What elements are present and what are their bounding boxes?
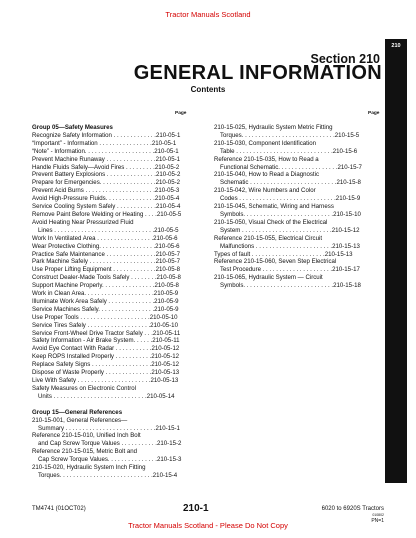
toc-list-references-continued [214,124,381,290]
toc-entry[interactable]: Types of fault . . . . . . . . . . . . . . . . . . . . . .210-15-13 [214,250,353,258]
toc-entry[interactable]: Live With Safety . . . . . . . . . . . . . . . . . . . . . .210-05-13 [32,377,179,384]
toc-entry[interactable]: Avoid Heating Near Pressurized Fluid [32,218,134,226]
toc-entry[interactable]: Service Front-Wheel Drive Tractor Safely . . .210-05-11 [32,329,181,337]
toc-entry[interactable]: 210-15-040, How to Read a Diagnostic [214,171,320,179]
toc-list-references [32,417,204,480]
toc-entry[interactable]: 210-15-025, Hydraulic System Metric Fitting [214,124,333,131]
toc-entry[interactable]: Prevent Machine Runaway . . . . . . . . . . . . . . .210-05-1 [32,155,181,163]
toc-entry[interactable]: Safety Information - Air Brake System. . . . . .210-05-11 [32,337,180,345]
toc-entry[interactable]: Reference 210-15-055, Electrical Circuit [214,234,323,242]
toc-entry[interactable] [32,472,204,480]
toc-entry[interactable]: 210-15-065, Hydraulic System — Circuit [214,274,323,282]
toc-entry[interactable]: Dispose of Waste Properly . . . . . . . . . . . . . .210-05-13 [32,369,180,377]
toc-entry-continuation: Torques. . . . . . . . . . . . . . . . . . . . . . . . . . . .210-15-4 [38,471,178,479]
toc-entry-continuation: Test Procedure . . . . . . . . . . . . . . . . . . . . .210-15-17 [220,266,360,274]
toc-entry[interactable]: Service Machines Safely. . . . . . . . . . . . . . . . .210-05-9 [32,305,179,313]
footer-model: 6020 to 6920S Tractors [321,506,384,512]
toc-entry[interactable]: Work in Clean Area. . . . . . . . . . . . . . . . . . . . .210-05-9 [32,290,179,298]
toc-entry[interactable]: Construct Dealer-Made Tools Safely . . . . . . . .210-05-8 [32,274,181,282]
toc-entry[interactable] [32,456,204,464]
footer-date: 010802 [372,513,384,517]
toc-entry[interactable]: 210-15-020, Hydraulic System Inch Fitting [32,464,146,472]
toc-entry-continuation: Table . . . . . . . . . . . . . . . . . . . . . . . . . . . . .210-15-6 [220,147,358,155]
toc-entry[interactable] [214,282,381,290]
toc-entry[interactable] [214,164,381,172]
toc-entry[interactable]: Avoid High-Pressure Fluids. . . . . . . . . . . . . . .210-05-4 [32,195,180,203]
footer-page-number: 210-1 [183,503,209,514]
group-heading-references: Group 15—General References [32,408,123,416]
toc-entry[interactable]: Prepare for Emergencies. . . . . . . . . . . . . . . . .210-05-2 [32,179,181,187]
toc-entry[interactable]: Handle Fluids Safely—Avoid Fires . . . . . . . . .210-05-2 [32,163,180,171]
section-number: Section 210 [310,52,380,66]
toc-entry[interactable]: Reference 210-15-035, How to Read a [214,155,319,163]
toc-entry[interactable]: Work In Ventilated Area . . . . . . . . . . . . . . . . .210-05-6 [32,234,178,242]
toc-entry[interactable]: Park Machine Safely . . . . . . . . . . . . . . . . . . . .210-05-7 [32,258,180,266]
toc-entry[interactable]: Prevent Acid Burns . . . . . . . . . . . . . . . . . . . . .210-05-3 [32,187,180,195]
toc-entry[interactable]: Practice Safe Maintenance . . . . . . . . . . . . . . .210-05-7 [32,250,181,258]
toc-entry[interactable] [32,425,204,433]
toc-entry[interactable] [214,211,381,219]
toc-entry-continuation: and Cap Screw Torque Values . . . . . . . . . . .210-15-2 [38,440,182,448]
toc-entry-continuation: Cap Screw Torque Values. . . . . . . . . . . . . . .210-15-3 [38,456,182,464]
toc-entry-continuation: Torques. . . . . . . . . . . . . . . . . . . . . . . . . . . .210-15-5 [220,131,360,139]
toc-entry[interactable]: Remove Paint Before Welding or Heating . . . .210-05-5 [32,210,182,218]
toc-entry[interactable]: Avoid Eye Contact With Radar . . . . . . . . . . .210-05-12 [32,345,180,353]
toc-entry[interactable] [214,179,381,187]
toc-entry-continuation: Symbols. . . . . . . . . . . . . . . . . . . . . . . . . . .210-15-10 [220,210,361,218]
toc-entry[interactable] [214,148,381,156]
page-column-header-left: Page [175,111,187,116]
toc-entry[interactable]: Reference 210-15-010, Unified Inch Bolt [32,432,141,440]
toc-entry-continuation: Schematic . . . . . . . . . . . . . . . . . . . . . . . . . .210-15-8 [220,179,361,187]
toc-entry[interactable] [214,132,381,140]
footer-manual-id: TM4741 (01OCT02) [32,506,86,512]
watermark-bottom: Tractor Manuals Scotland - Please Do Not Copy [128,521,288,530]
toc-entry-continuation: Functional Schematic. . . . . . . . . . . . . . . . . .210-15-7 [220,163,362,171]
toc-entry[interactable]: Use Proper Tools . . . . . . . . . . . . . . . . . . . . .210-05-10 [32,313,178,321]
toc-entry[interactable]: 210-15-050, Visual Check of the Electrical [214,218,328,226]
toc-entry[interactable]: Support Machine Properly. . . . . . . . . . . . . . . .210-05-8 [32,282,179,290]
toc-entry[interactable]: Wear Protective Clothing. . . . . . . . . . . . . . . . .210-05-6 [32,242,180,250]
group-heading-safety: Group 05—Safety Measures [32,124,113,131]
toc-entry[interactable]: Service Tires Safely . . . . . . . . . . . . . . . . . . .210-05-10 [32,321,178,329]
toc-entry-continuation: Units . . . . . . . . . . . . . . . . . . . . . . . . . . . .210-05-14 [38,392,175,400]
toc-entry[interactable]: “Important” - Information . . . . . . . . . . . . . . . .210-05-1 [32,139,177,147]
toc-entry-continuation: Codes . . . . . . . . . . . . . . . . . . . . . . . . . . . . .210-15-9 [220,195,361,203]
section-tab-label: 210 [391,43,401,49]
toc-entry[interactable]: Reference 210-15-015, Metric Bolt and [32,448,138,456]
contents-heading: Contents [190,85,226,94]
toc-entry[interactable]: 210-15-045, Schematic, Wiring and Harness [214,203,334,211]
toc-entry[interactable]: Keep ROPS Installed Properly . . . . . . . . . . .210-05-12 [32,353,179,361]
toc-entry[interactable] [32,393,204,401]
toc-entry[interactable]: Illuminate Work Area Safely . . . . . . . . . . . . . .210-05-9 [32,297,179,305]
toc-entry[interactable] [32,227,204,235]
toc-entry[interactable] [214,195,381,203]
toc-entry[interactable]: 210-15-042, Wire Numbers and Color [214,187,316,195]
toc-entry-continuation: Lines . . . . . . . . . . . . . . . . . . . . . . . . . . . . . .210-05-5 [38,226,179,234]
toc-entry[interactable]: Reference 210-15-060, Seven Step Electrical [214,258,337,266]
toc-entry[interactable]: 210-15-001, General References— [32,416,128,424]
toc-entry[interactable] [214,266,381,274]
section-tab [385,39,407,483]
toc-entry[interactable]: Prevent Battery Explosions . . . . . . . . . . . . . . .210-05-2 [32,171,181,179]
toc-entry-continuation: Symbols. . . . . . . . . . . . . . . . . . . . . . . . . . .210-15-18 [220,282,361,290]
watermark-top: Tractor Manuals Scotland [165,10,251,19]
footer-pn: PN=1 [371,518,384,524]
toc-entry[interactable]: Replace Safety Signs . . . . . . . . . . . . . . . . . .210-05-12 [32,361,179,369]
toc-entry[interactable]: “Note” - Information. . . . . . . . . . . . . . . . . . . . .210-05-1 [32,147,179,155]
page-column-header-right: Page [368,111,380,116]
toc-left-column [32,124,204,480]
toc-entry[interactable] [32,440,204,448]
toc-entry[interactable]: Safety Measures on Electronic Control [32,384,136,392]
toc-entry-continuation: System . . . . . . . . . . . . . . . . . . . . . . . . . . .210-15-12 [220,226,360,234]
toc-entry[interactable] [214,227,381,235]
page-title: GENERAL INFORMATION [133,62,382,84]
toc-list-safety [32,132,204,401]
toc-entry[interactable] [214,243,381,251]
toc-right-column [214,124,381,290]
toc-entry-continuation: Summary . . . . . . . . . . . . . . . . . . . . . . . . . . .210-15-1 [38,424,180,432]
toc-entry[interactable]: Recognize Safety Information . . . . . . . . . . . . .210-05-1 [32,131,181,139]
toc-entry[interactable]: 210-15-030, Component Identification [214,139,316,147]
toc-entry[interactable]: Use Proper Lifting Equipment . . . . . . . . . . . . .210-05-8 [32,266,181,274]
toc-entry-continuation: Malfunctions . . . . . . . . . . . . . . . . . . . . . . .210-15-13 [220,242,360,250]
toc-entry[interactable]: Service Cooling System Safely . . . . . . . . . . . .210-05-4 [32,203,181,211]
